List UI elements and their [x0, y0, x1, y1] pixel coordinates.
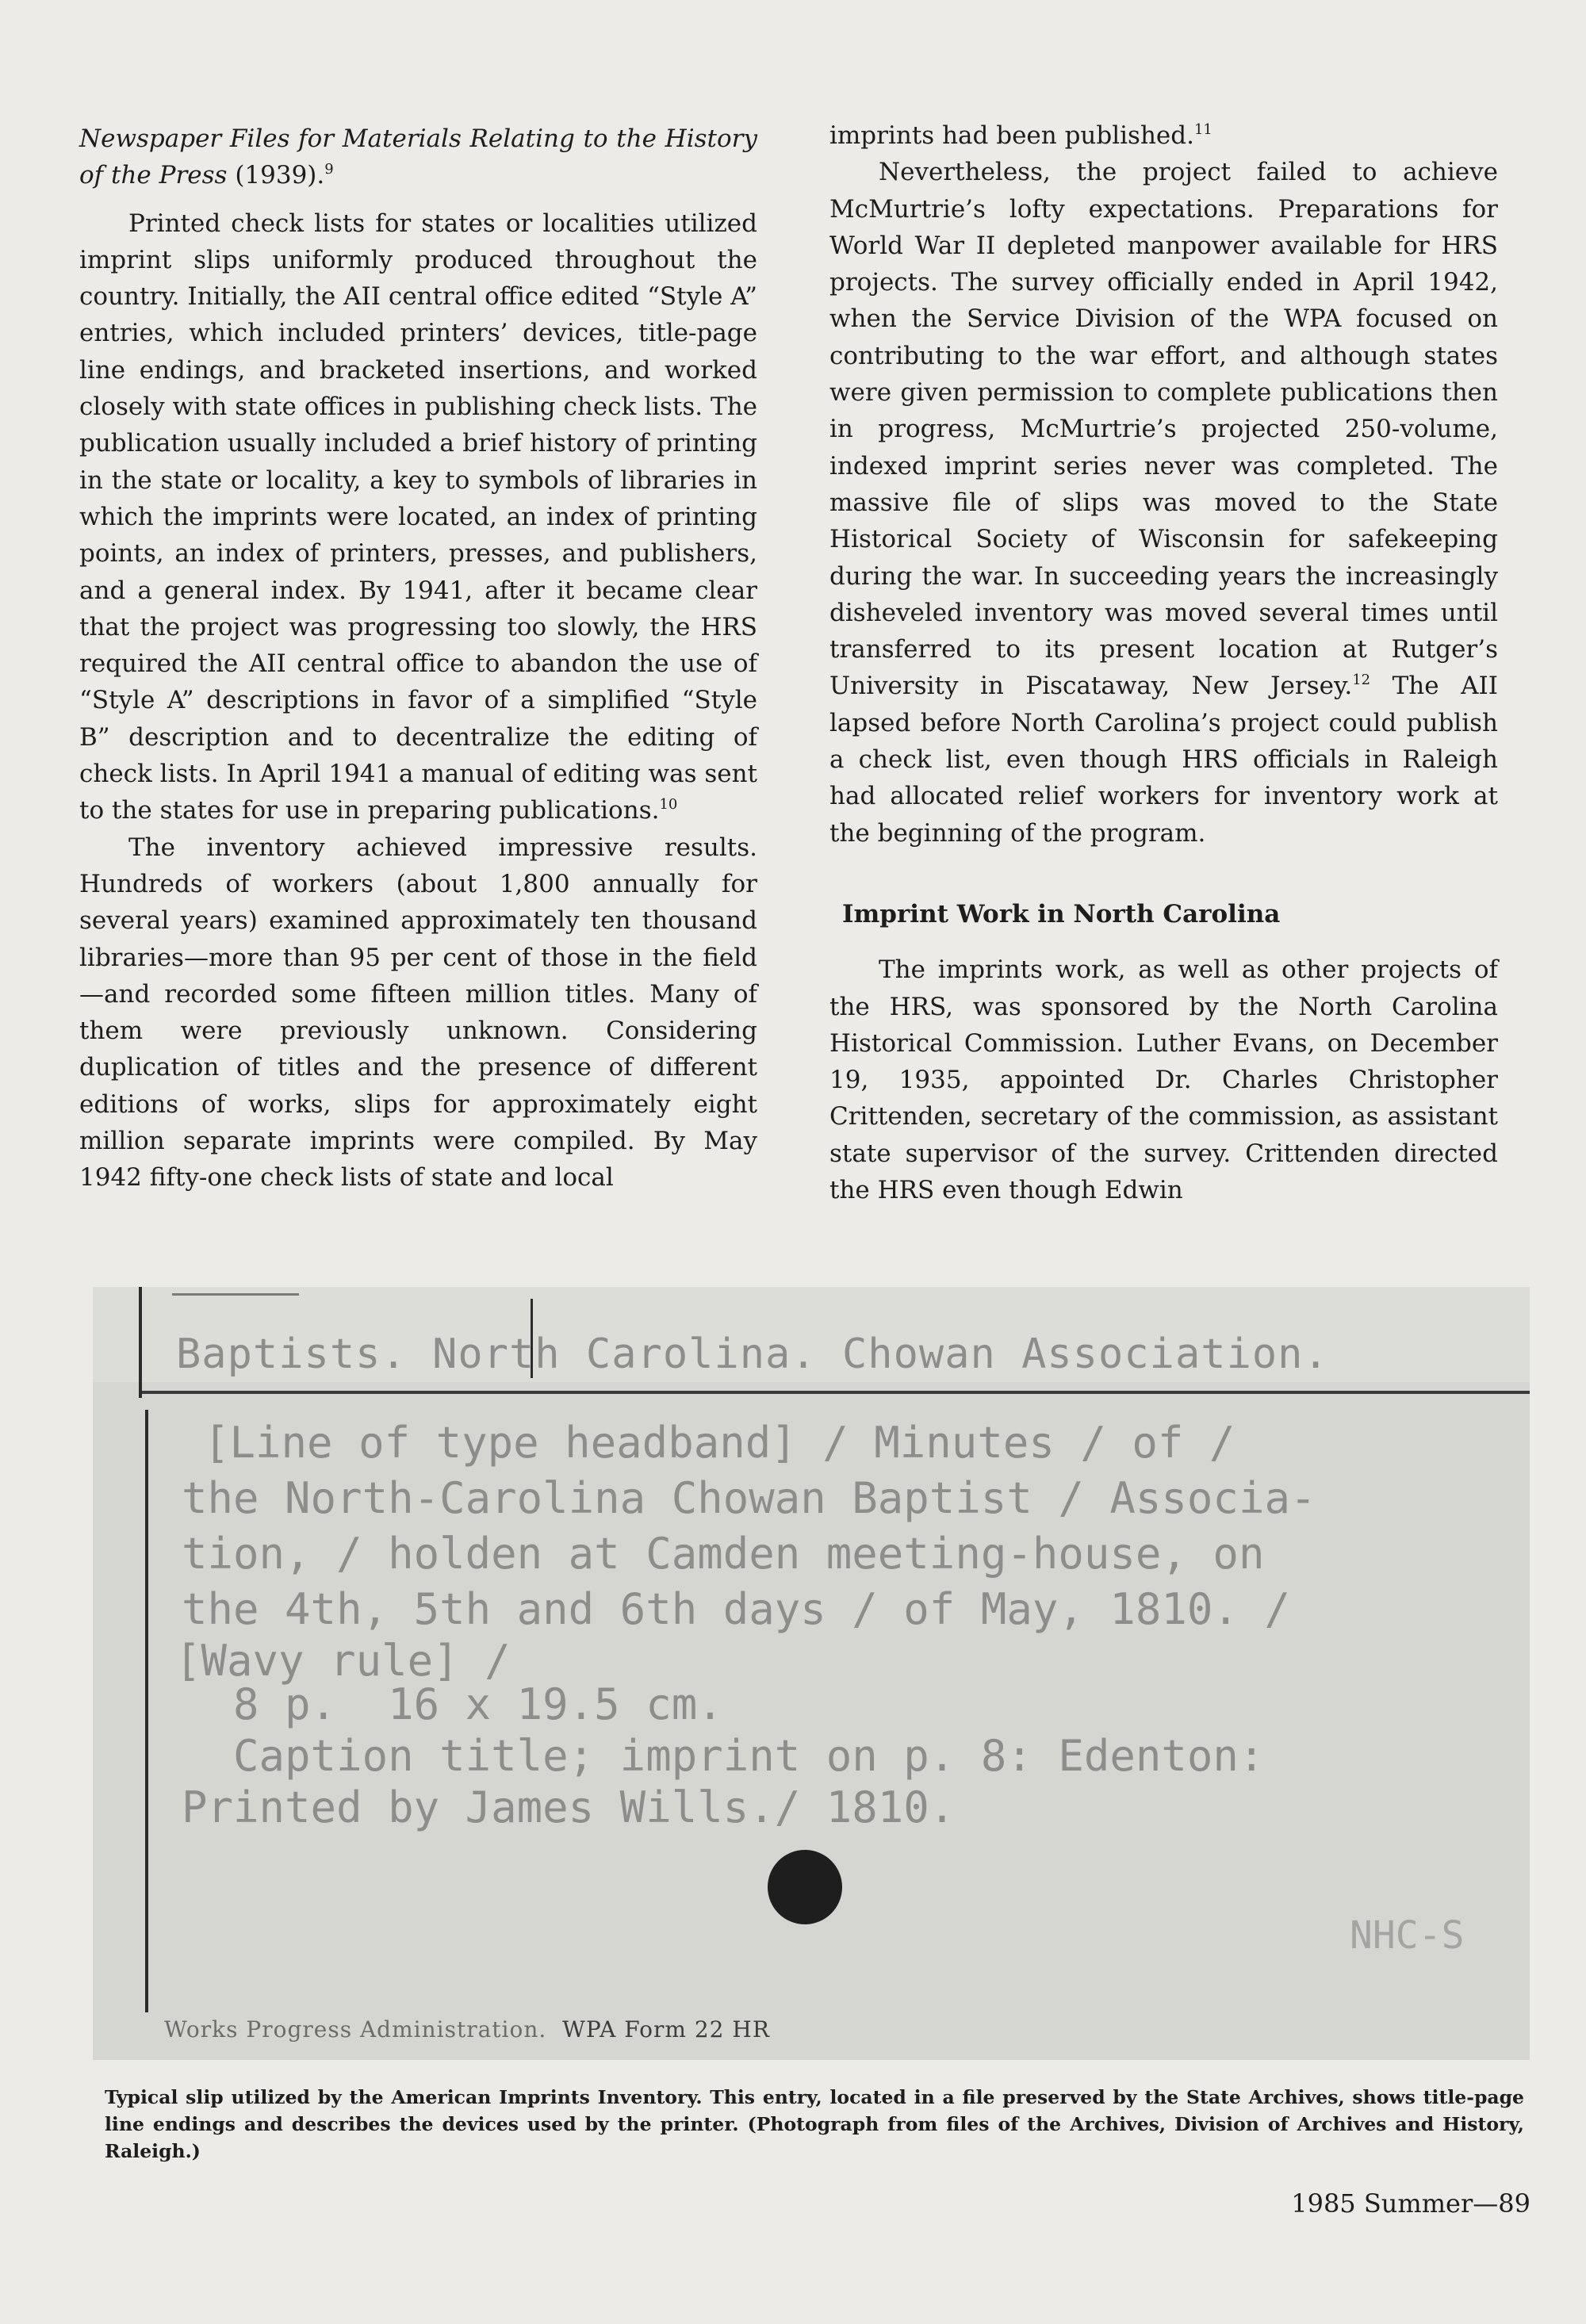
imprint-slip-photo	[93, 1287, 1530, 2060]
card-text-line: 8 p. 16 x 19.5 cm.	[182, 1679, 723, 1729]
card-mark	[172, 1293, 299, 1296]
footnote-ref: 10	[659, 796, 678, 814]
page-number: 1985 Summer—89	[1291, 2188, 1530, 2219]
paragraph-text: The AII lapsed before North Carolina’s project could publish a check list, even though HRS officials in Raleigh had allocated relief workers for inventory work at the beginning of the program.	[829, 672, 1499, 848]
paragraph	[79, 121, 757, 194]
library-code: NHC-S	[1350, 1913, 1465, 1958]
card-text-line: tion, / holden at Camden meeting-house, on	[182, 1529, 1265, 1579]
citation-year: (1939).	[227, 161, 325, 190]
figure-caption: Typical slip utilized by the American Imprints Inventory. This entry, located in a file preserved by the State Archives, shows title-page line endings and describes the devices used by the printer. (Photograph from files of the Archives, Division of Archives and History, Raleigh.)	[105, 2086, 1524, 2162]
paragraph	[829, 117, 1498, 154]
footer-form-number: WPA Form 22 HR	[562, 2016, 770, 2043]
card-text-line: the 4th, 5th and 6th days / of May, 1810. /	[182, 1584, 1290, 1634]
left-column	[79, 121, 757, 1196]
card-heading: Baptists. North Carolina. Chowan Association.	[176, 1330, 1329, 1378]
footer-agency: Works Progress Administration.	[164, 2016, 547, 2043]
card-margin-line	[145, 1410, 148, 2012]
paragraph	[79, 205, 757, 829]
card-text-line: the North-Carolina Chowan Baptist / Associa-	[182, 1473, 1316, 1523]
card-edge-line	[139, 1287, 142, 1398]
card-text-line: Printed by James Wills./ 1810.	[182, 1782, 956, 1832]
right-column	[829, 117, 1498, 1208]
paragraph	[829, 154, 1498, 852]
paragraph-text: Nevertheless, the project failed to achieve McMurtrie’s lofty expectations. Preparations for World War II depleted manpower available for HRS projects. The survey officially ended in April 1942, when the Service Division of the WPA focused on contributing to the war effort, and although states were given permission to complete publications then in progress, McMurtrie’s projected 250-volume, indexed imprint series never was completed. The massive file of slips was moved to the State Historical Society of Wisconsin for safekeeping during the war. In succeeding years the increasingly disheveled inventory was moved several times until transferred to its present location at Rutger’s University in Piscataway, New Jersey.	[829, 158, 1498, 701]
footnote-ref: 12	[1352, 672, 1371, 689]
footnote-ref: 11	[1193, 121, 1212, 138]
section-heading: Imprint Work in North Carolina	[842, 899, 1281, 928]
punch-hole-icon	[768, 1850, 842, 1924]
heading-rule	[140, 1391, 1530, 1394]
paragraph-text: Printed check lists for states or localities utilized imprint slips uniformly produced throughout the country. Initially, the AII central office edited “Style A” entries, which included printers’ devices, title-page line endings, and bracketed insertions, and worked closely with state offices in publishing check lists. The publication usually included a brief history of printing in the state or locality, a key to symbols of libraries in which the imprints were located, an index of printing points, an index of printers, presses, and publishers, and a general index. By 1941, after it became clear that the project was progressing too slowly, the HRS required the AII central office to abandon the use of “Style A” descriptions in favor of a simplified “Style B” description and to decentralize the editing of check lists. In April 1941 a manual of editing was sent to the states for use in preparing publications.	[79, 209, 758, 825]
paragraph-text: imprints had been published.	[829, 121, 1194, 150]
title-citation: Newspaper Files for Materials Relating to the History of the Press	[79, 124, 757, 190]
footnote-ref: 9	[324, 161, 334, 178]
card-footer	[164, 2016, 770, 2043]
card-text-line: [Line of type headband] / Minutes / of /	[204, 1418, 1235, 1468]
paragraph: The imprints work, as well as other projects of the HRS, was sponsored by the North Carolina Historical Commission. Luther Evans, on December 19, 1935, appointed Dr. Charles Christopher Crittenden, secretary of the commission, as assistant state supervisor of the survey. Crittenden directed the HRS even though Edwin	[829, 955, 1498, 1205]
card-text-line: [Wavy rule] /	[175, 1636, 511, 1686]
paragraph: The inventory achieved impressive results. Hundreds of workers (about 1,800 annually for several years) examined approximately ten thousand libraries—more than 95 per cent of those in the field—and recorded some fifteen million titles. Many of them were previously unknown. Considering duplication of titles and the presence of different editions of works, slips for approximately eight million separate imprints were compiled. By May 1942 fifty-one check lists of state and local	[79, 833, 757, 1193]
card-text-line: Caption title; imprint on p. 8: Edenton:	[182, 1731, 1265, 1781]
